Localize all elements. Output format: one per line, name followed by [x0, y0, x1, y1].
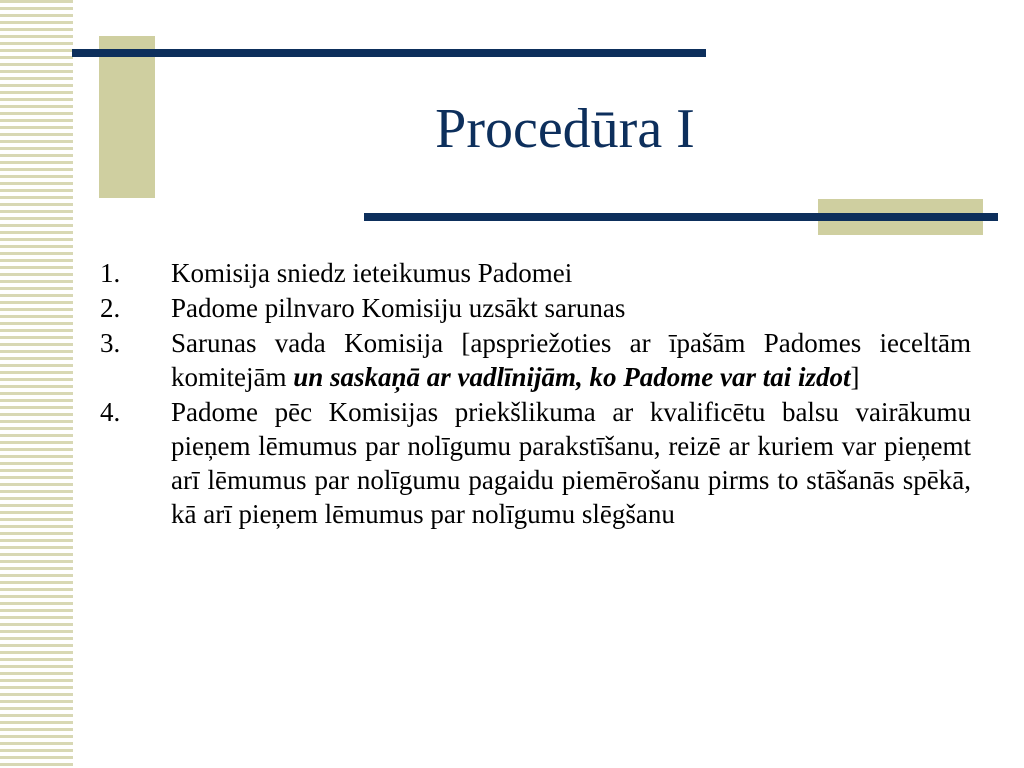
- list-item-text: Padome pēc Komisijas priekšlikuma ar kvalificētu balsu vairākumu pieņem lēmumus par nolīgumu parakstīšanu, reizē ar kuriem var pieņemt arī lēmumus par nolīgumu pagaidu piemērošanu pirms to stāšanās spēkā, kā arī pieņem lēmumus par nolīgumu slēgšanu: [171, 397, 971, 529]
- list-item-text: Padome pilnvaro Komisiju uzsākt sarunas: [171, 293, 626, 323]
- list-item-2: [100, 291, 971, 325]
- list-item-text-end: ]: [850, 362, 860, 392]
- list-item-text-start: Sarunas vada Komisija [apspriežoties ar īpašām Padomes ieceltām komitejām: [171, 328, 971, 392]
- list-item-number: 1.: [100, 258, 121, 288]
- list-item-4: [100, 395, 971, 531]
- list-item-1: [100, 256, 971, 290]
- list-item-text-emphasis: un saskaņā ar vadlīnijām, ko Padome var tai izdot: [293, 362, 851, 392]
- list-item-3: [100, 326, 971, 394]
- slide-title: Procedūra I: [435, 98, 695, 160]
- decorative-stripe-band: [0, 0, 73, 768]
- decorative-block-top: [99, 36, 155, 198]
- list-item-number: 3.: [100, 328, 121, 358]
- list-item-number: 4.: [100, 397, 121, 427]
- list-item-text: Komisija sniedz ieteikumus Padomei: [171, 258, 573, 288]
- list-item-number: 2.: [100, 293, 121, 323]
- title-rule-top: [72, 49, 706, 57]
- list-item-text: [171, 326, 971, 394]
- procedure-list: [100, 256, 971, 532]
- title-rule-bottom: [364, 213, 998, 221]
